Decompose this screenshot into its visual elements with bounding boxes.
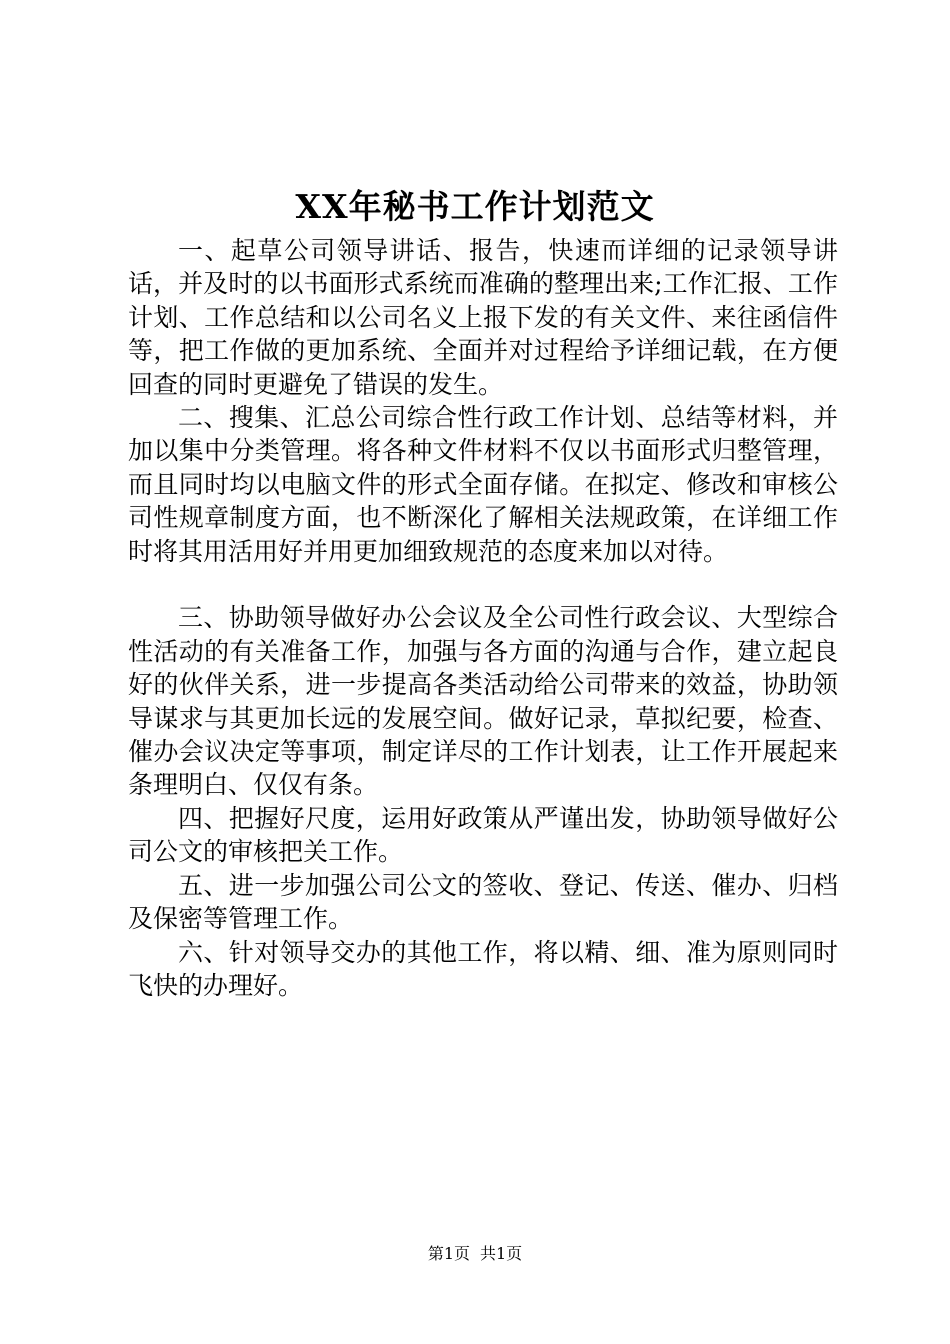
page-footer [0,1242,950,1266]
paragraph-5: 五、进一步加强公司公文的签收、登记、传送、催办、归档及保密等管理工作。 [128,870,838,934]
document-body [128,234,838,1002]
page-number-current: 第1页 [427,1244,470,1263]
page-number-total: 共1页 [480,1244,523,1263]
paragraph-6: 六、针对领导交办的其他工作，将以精、细、准为原则同时飞快的办理好。 [128,937,838,1000]
paragraph-1: 一、起草公司领导讲话、报告，快速而详细的记录领导讲话，并及时的以书面形式系统而准确的整理出来;工作汇报、工作计划、工作总结和以公司名义上报下发的有关文件、来往函信件等，把工作做的更加系统、全面并对过程给予详细记载，在方便回查的同时更避免了错误的发生。 [128,236,838,399]
paragraph-3: 三、协助领导做好办公会议及全公司性行政会议、大型综合性活动的有关准备工作，加强与各方面的沟通与合作，建立起良好的伙伴关系，进一步提高各类活动给公司带来的效益，协助领导谋求与其更加长远的发展空间。做好记录，草拟纪要，检查、催办会议决定等事项，制定详尽的工作计划表，让工作开展起来条理明白、仅仅有条。 [128,603,838,800]
document-title: XX年秘书工作计划范文 [295,187,655,226]
paragraph-2: 二、搜集、汇总公司综合性行政工作计划、总结等材料，并加以集中分类管理。将各种文件材料不仅以书面形式归整管理，而且同时均以电脑文件的形式全面存储。在拟定、修改和审核公司性规章制度方面，也不断深化了解相关法规政策，在详细工作时将其用活用好并用更加细致规范的态度来加以对待。 [128,403,838,566]
paragraph-4: 四、把握好尺度，运用好政策从严谨出发，协助领导做好公司公文的审核把关工作。 [128,803,838,867]
